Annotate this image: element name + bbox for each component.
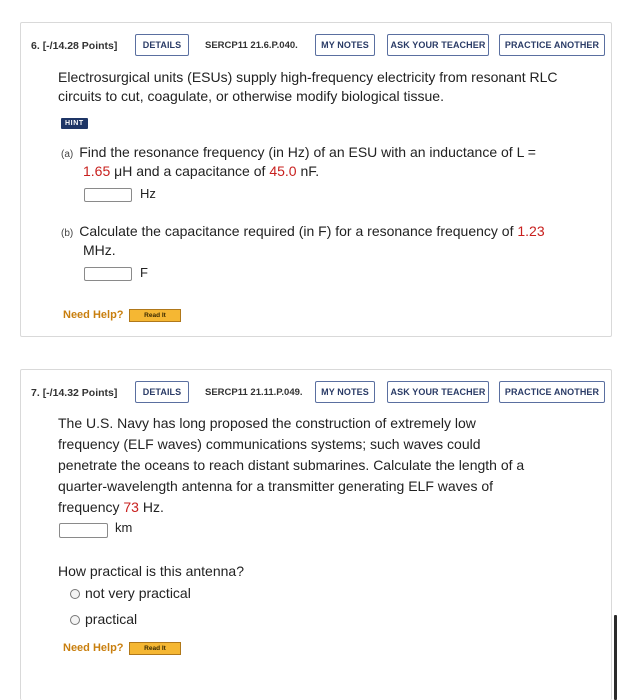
option-not-very-practical-label[interactable]: not very practical — [85, 585, 191, 601]
part-a-label: (a) — [61, 149, 74, 160]
question-7-text-line-3: penetrate the oceans to reach distant submarines. Calculate the length of a — [58, 457, 525, 473]
question-6-points: [-/14.28 Points] — [42, 40, 118, 52]
antenna-length-input[interactable] — [59, 523, 108, 538]
practice-another-button[interactable]: PRACTICE ANOTHER — [499, 381, 605, 403]
antenna-length-unit: km — [115, 520, 133, 535]
ask-your-teacher-button[interactable]: ASK YOUR TEACHER — [387, 34, 489, 56]
inductance-value: 1.65 — [83, 163, 111, 179]
part-b-answer-input[interactable] — [84, 267, 132, 281]
part-a-prompt-line-2: 1.65 μH and a capacitance of 45.0 nF. — [83, 163, 320, 179]
practical-question: How practical is this antenna? — [58, 563, 244, 579]
details-button[interactable]: DETAILS — [135, 34, 189, 56]
question-7-code: SERCP11 21.11.P.049. — [205, 387, 303, 398]
frequency-value: 1.23 — [517, 223, 545, 239]
option-not-very-practical-radio[interactable] — [70, 589, 80, 599]
need-help-label: Need Help? — [63, 309, 124, 321]
read-it-button[interactable]: Read It — [129, 642, 181, 655]
part-b-prompt-line-2: MHz. — [83, 242, 116, 258]
my-notes-button[interactable]: MY NOTES — [315, 34, 375, 56]
part-b-prompt: (b) Calculate the capacitance required (in F) for a resonance frequency of 1.23 — [61, 223, 545, 239]
part-a-answer-input[interactable] — [84, 188, 132, 202]
my-notes-button[interactable]: MY NOTES — [315, 381, 375, 403]
question-7-text-line-5: frequency 73 Hz. — [58, 499, 164, 515]
question-6-intro-line-1: Electrosurgical units (ESUs) supply high-frequency electricity from resonant RLC — [58, 69, 558, 85]
question-7-text-line-2: frequency (ELF waves) communications systems; such waves could — [58, 436, 481, 452]
part-a-unit: Hz — [140, 186, 156, 201]
question-7-points: [-/14.32 Points] — [42, 387, 118, 399]
question-7-text-line-1: The U.S. Navy has long proposed the construction of extremely low — [58, 415, 476, 431]
details-button[interactable]: DETAILS — [135, 381, 189, 403]
hint-button[interactable]: HINT — [61, 118, 88, 129]
ask-your-teacher-button[interactable]: ASK YOUR TEACHER — [387, 381, 489, 403]
question-7-card — [20, 369, 612, 700]
elf-frequency-value: 73 — [123, 499, 139, 515]
capacitance-value: 45.0 — [269, 163, 297, 179]
question-6-header — [21, 23, 611, 67]
question-6-code: SERCP11 21.6.P.040. — [205, 40, 298, 51]
question-6-intro-line-2: circuits to cut, coagulate, or otherwise modify biological tissue. — [58, 88, 444, 104]
part-a-prompt: (a) Find the resonance frequency (in Hz) of an ESU with an inductance of L = — [61, 144, 536, 160]
question-7-number: 7. [-/14.32 Points] — [31, 387, 118, 399]
question-6-card — [20, 22, 612, 337]
option-practical-radio[interactable] — [70, 615, 80, 625]
practice-another-button[interactable]: PRACTICE ANOTHER — [499, 34, 605, 56]
question-7-text-line-4: quarter-wavelength antenna for a transmitter generating ELF waves of — [58, 478, 494, 494]
need-help-label: Need Help? — [63, 642, 124, 654]
part-b-unit: F — [140, 265, 148, 280]
vertical-scrollbar[interactable] — [614, 615, 617, 700]
question-7-header — [21, 370, 611, 414]
question-6-number: 6. [-/14.28 Points] — [31, 40, 118, 52]
part-b-label: (b) — [61, 228, 74, 239]
option-practical-label[interactable]: practical — [85, 611, 138, 627]
read-it-button[interactable]: Read It — [129, 309, 181, 322]
